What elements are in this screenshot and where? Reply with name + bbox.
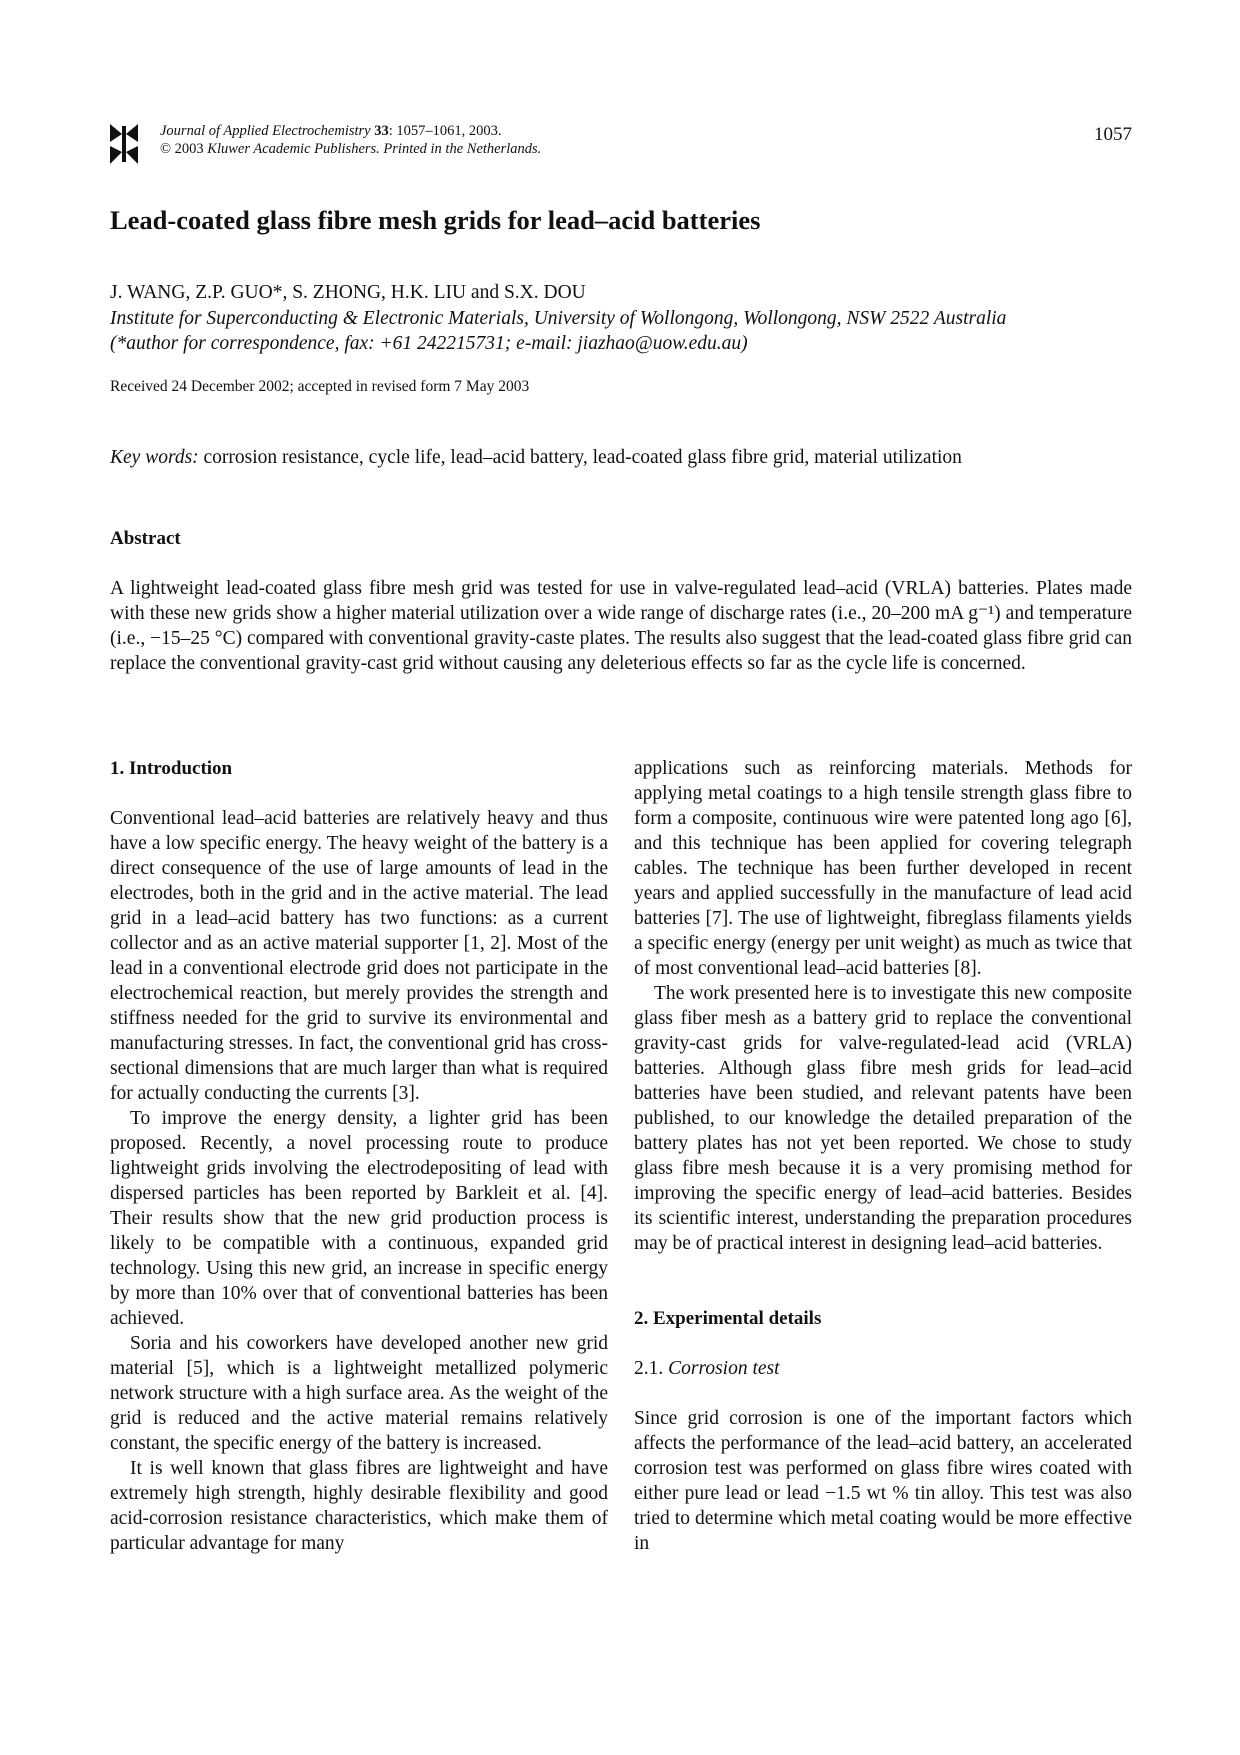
corrosion-test-title: Corrosion test [668,1358,780,1379]
introduction-heading: 1. Introduction [110,758,233,779]
affiliation-block [110,306,1132,356]
journal-pages: : 1057–1061, 2003. [388,123,502,139]
journal-name: Journal of Applied Electrochemistry [160,123,371,139]
experimental-heading: 2. Experimental details [634,1308,822,1329]
intro-paragraph-5: applications such as reinforcing materials. Methods for applying metal coatings to a high tensile strength glass fibre to form a composite, continuous wire were patented long ago [6], and this technique has been applied for covering telegraph cables. The technique has been further developed in recent years and applied successfully in the manufacture of lead acid batteries [7]. The use of lightweight, fibreglass filaments yields a specific energy (energy per unit weight) as much as twice that of most conventional lead–acid batteries [8]. [634,758,1132,979]
keywords-list: corrosion resistance, cycle life, lead–acid battery, lead-coated glass fibre grid, material utilization [203,447,962,468]
abstract-text: A lightweight lead-coated glass fibre mesh grid was tested for use in valve-regulated lead–acid (VRLA) batteries. Plates made with these new grids show a higher material utilization over a wide range of discharge rates (i.e., 20–200 mA g⁻¹) and temperature (i.e., −15–25 °C) compared with conventional gravity-caste plates. The results also suggest that the lead-coated glass fibre grid can replace the conventional gravity-cast grid without causing any deleterious effects so far as the cycle life is concerned. [110,578,1132,674]
intro-paragraph-3: Soria and his coworkers have developed another new grid material [5], which is a lightweight metallized polymeric network structure with a high surface area. As the weight of the grid is reduced and the active material remains relatively constant, the specific energy of the battery is increased. [110,1333,608,1454]
corrosion-test-heading [634,1356,1132,1381]
journal-citation [160,122,541,158]
left-column [110,756,608,1556]
correspondence: (*author for correspondence, fax: +61 242215731; e-mail: jiazhao@uow.edu.au) [110,333,748,354]
page-number: 1057 [1094,124,1132,145]
article-title: Lead-coated glass fibre mesh grids for lead–acid batteries [110,205,761,235]
journal-volume: 33 [374,123,389,139]
right-column [634,756,1132,1556]
received-dates: Received 24 December 2002; accepted in revised form 7 May 2003 [110,378,530,395]
intro-paragraph-4: It is well known that glass fibres are lightweight and have extremely high strength, highly desirable flexibility and good acid-corrosion resistance characteristics, which make them of particular advantage for many [110,1458,608,1554]
abstract-heading: Abstract [110,528,181,549]
publisher-logo [108,122,140,166]
authors: J. WANG, Z.P. GUO*, S. ZHONG, H.K. LIU and S.X. DOU [110,282,586,303]
intro-paragraph-6: The work presented here is to investigate this new composite glass fiber mesh as a battery grid to replace the conventional gravity-cast grids for valve-regulated-lead acid (VRLA) batteries. Although glass fibre mesh grids for lead–acid batteries have been studied, and relevant patents have been published, to our knowledge the detailed preparation of the battery plates has not yet been reported. We chose to study glass fibre mesh because it is a very promising method for improving the specific energy of lead–acid batteries. Besides its scientific interest, understanding the preparation procedures may be of practical interest in designing lead–acid batteries. [634,983,1132,1254]
intro-paragraph-2: To improve the energy density, a lighter grid has been proposed. Recently, a novel processing route to produce lightweight grids involving the electrodepositing of lead with dispersed particles has been reported by Barkleit et al. [4]. Their results show that the new grid production process is likely to be compatible with a continuous, expanded grid technology. Using this new grid, an increase in specific energy by more than 10% over that of conventional batteries has been achieved. [110,1108,608,1329]
corrosion-test-number: 2.1. [634,1358,664,1379]
corrosion-paragraph-1: Since grid corrosion is one of the important factors which affects the performance of the lead–acid battery, an accelerated corrosion test was performed on glass fibre wires coated with either pure lead or lead −1.5 wt % tin alloy. This test was also tried to determine which metal coating would be more effective in [634,1408,1132,1554]
publisher: Kluwer Academic Publishers. Printed in the Netherlands. [207,141,542,157]
keywords-label: Key words: [110,447,199,468]
affiliation: Institute for Superconducting & Electronic Materials, University of Wollongong, Wollongong, NSW 2522 Australia [110,308,1007,329]
copyright: © 2003 [160,141,204,157]
keywords [110,447,962,469]
intro-paragraph-1: Conventional lead–acid batteries are relatively heavy and thus have a low specific energy. The heavy weight of the battery is a direct consequence of the use of large amounts of lead in the electrodes, both in the grid and in the active material. The lead grid in a lead–acid battery has two functions: as a current collector and as an active material supporter [1, 2]. Most of the lead in a conventional electrode grid does not participate in the electrochemical reaction, but merely provides the strength and stiffness needed for the grid to survive its environmental and manufacturing stresses. In fact, the conventional grid has cross-sectional dimensions that are much larger than what is required for actually conducting the currents [3]. [110,808,608,1104]
